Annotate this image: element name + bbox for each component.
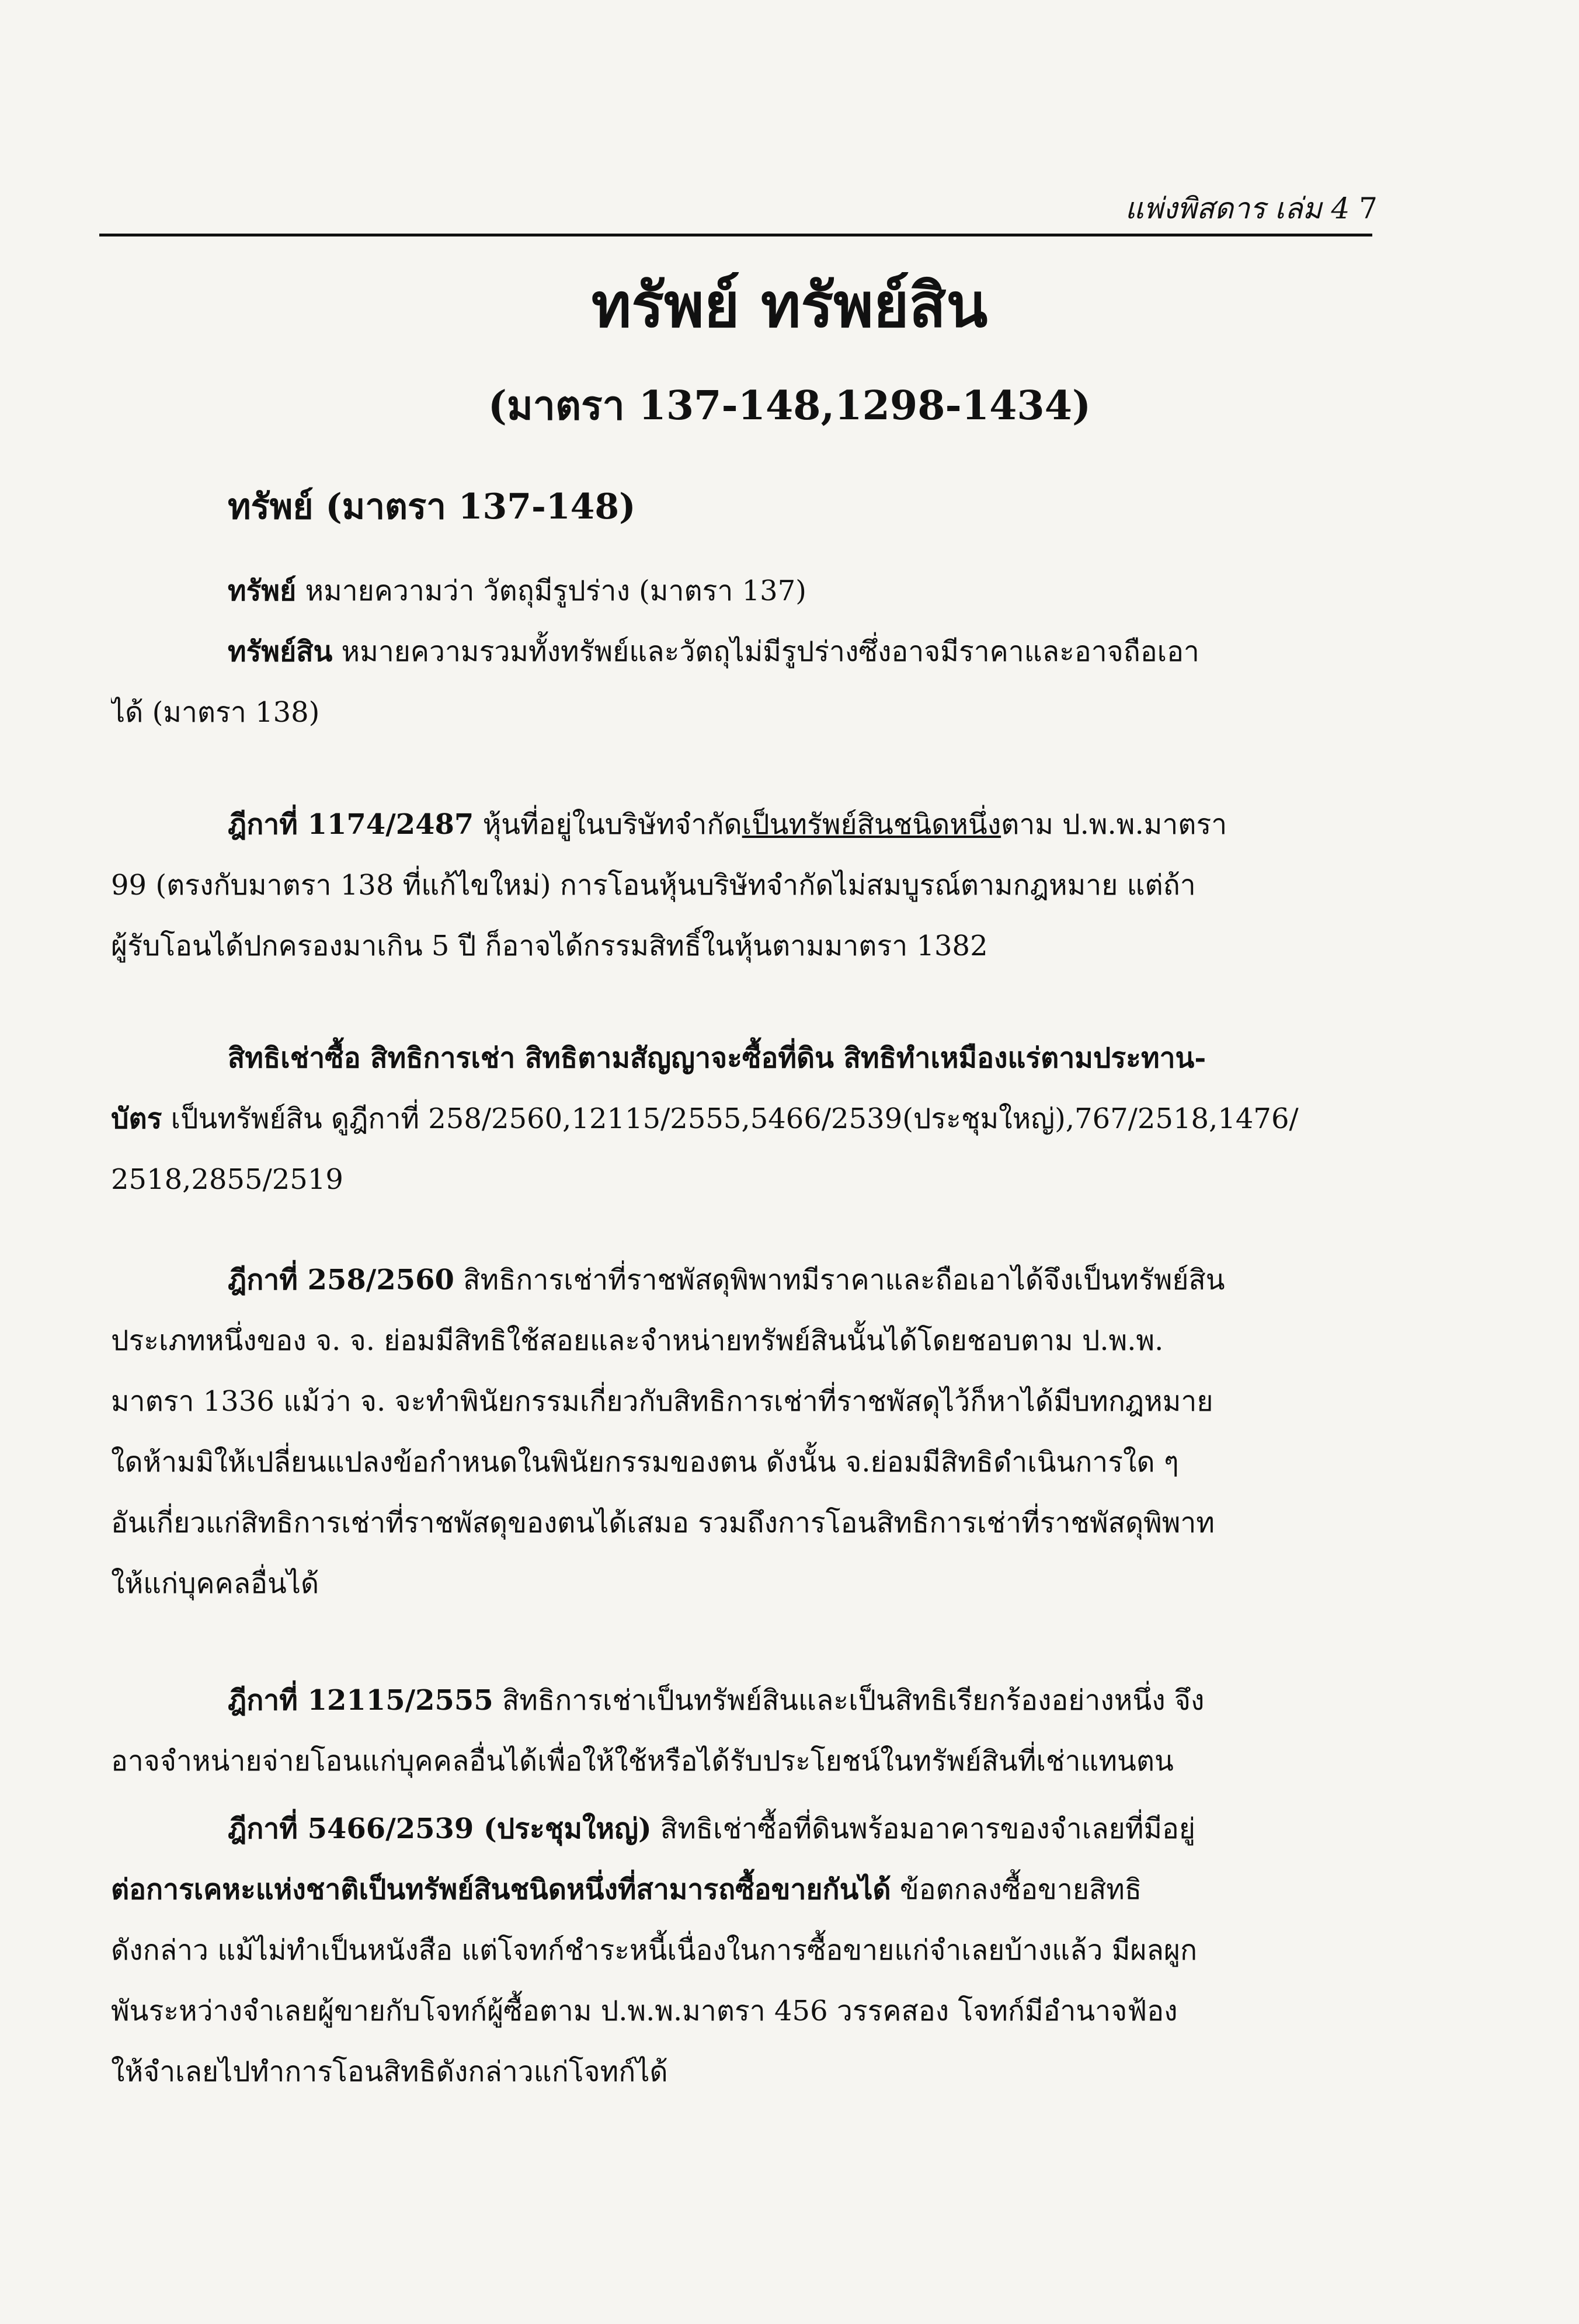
case-12115-block	[111, 1670, 1372, 1791]
case-text: ข้อตกลงซื้อขายสิทธิ	[891, 1873, 1142, 1906]
rights-block	[111, 1028, 1372, 1210]
case-text: ตาม ป.พ.พ.มาตรา	[1001, 808, 1227, 841]
rights-heading: สิทธิเช่าซื้อ สิทธิการเช่า สิทธิตามสัญญาจะซื้อที่ดิน สิทธิทำเหมืองแร่ตามประทาน-	[228, 1042, 1206, 1074]
case-line: ให้แก่บุคคลอื่นได้	[111, 1567, 319, 1600]
case-bold-text: ต่อการเคหะแห่งชาติเป็นทรัพย์สินชนิดหนึ่งที่สามารถซื้อขายกันได้	[111, 1873, 891, 1906]
case-line: ดังกล่าว แม้ไม่ทำเป็นหนังสือ แต่โจทก์ชำระหนี้เนื่องในการซื้อขายแก่จำเลยบ้างแล้ว มีผลผูก	[111, 1934, 1198, 1967]
header-rule	[99, 234, 1372, 236]
definition-text: หมายความว่า วัตถุมีรูปร่าง (มาตรา 137)	[296, 575, 806, 607]
case-line: อาจจำหน่ายจ่ายโอนแก่บุคคลอื่นได้เพื่อให้ใช้หรือได้รับประโยชน์ในทรัพย์สินที่เช่าแทนตน	[111, 1745, 1174, 1777]
case-line: มาตรา 1336 แม้ว่า จ. จะทำพินัยกรรมเกี่ยวกับสิทธิการเช่าที่ราชพัสดุไว้ก็หาได้มีบทกฎหมาย	[111, 1385, 1213, 1418]
case-line	[111, 1798, 1372, 1859]
definition-property	[111, 561, 1372, 621]
case-line	[111, 1859, 1372, 1920]
case-line: อันเกี่ยวแก่สิทธิการเช่าที่ราชพัสดุของตนได้เสมอ รวมถึงการโอนสิทธิการเช่าที่ราชพัสดุพิพาท	[111, 1507, 1215, 1539]
case-label: ฎีกาที่ 12115/2555	[228, 1684, 493, 1717]
definition-text: หมายความรวมทั้งทรัพย์และวัตถุไม่มีรูปร่างซึ่งอาจมีราคาและอาจถือเอา	[332, 635, 1199, 668]
case-line: 99 (ตรงกับมาตรา 138 ที่แก้ไขใหม่) การโอนหุ้นบริษัทจำกัดไม่สมบูรณ์ตามกฎหมาย แต่ถ้า	[111, 869, 1196, 902]
case-line: ใดห้ามมิให้เปลี่ยนแปลงข้อกำหนดในพินัยกรรมของตน ดังนั้น จ.ย่อมมีสิทธิดำเนินการใด ๆ	[111, 1446, 1179, 1478]
case-text: สิทธิการเช่าที่ราชพัสดุพิพาทมีราคาและถือเอาได้จึงเป็นทรัพย์สิน	[454, 1264, 1225, 1296]
case-text: สิทธิการเช่าเป็นทรัพย์สินและเป็นสิทธิเรียกร้องอย่างหนึ่ง จึง	[493, 1684, 1205, 1717]
definitions-block	[111, 561, 1372, 743]
running-header	[1125, 186, 1378, 232]
case-label: ฎีกาที่ 1174/2487	[228, 808, 474, 841]
case-text: สิทธิเช่าซื้อที่ดินพร้อมอาคารของจำเลยที่มีอยู่	[651, 1812, 1195, 1845]
case-5466-block	[111, 1798, 1372, 2102]
page-title: ทรัพย์ ทรัพย์สิน	[591, 269, 988, 341]
rights-line	[111, 1028, 1372, 1088]
case-258-block	[111, 1250, 1372, 1614]
section-heading: ทรัพย์ (มาตรา 137-148)	[228, 486, 636, 527]
case-1174-block	[111, 794, 1372, 976]
definition-asset-cont: ได้ (มาตรา 138)	[111, 696, 320, 729]
case-line: พันระหว่างจำเลยผู้ขายกับโจทก์ผู้ซื้อตาม ป.พ.พ.มาตรา 456 วรรคสอง โจทก์มีอำนาจฟ้อง	[111, 1995, 1178, 2027]
case-label: ฎีกาที่ 5466/2539 (ประชุมใหญ่)	[228, 1812, 652, 1845]
case-line: ผู้รับโอนได้ปกครองมาเกิน 5 ปี ก็อาจได้กรรมสิทธิ์ในหุ้นตามมาตรา 1382	[111, 930, 988, 962]
case-line	[111, 1670, 1372, 1731]
underlined-text: เป็นทรัพย์สินชนิดหนึ่ง	[742, 808, 1001, 841]
case-line	[111, 1250, 1372, 1310]
case-line: ประเภทหนึ่งของ จ. จ. ย่อมมีสิทธิใช้สอยและจำหน่ายทรัพย์สินนั้นได้โดยชอบตาม ป.พ.พ.	[111, 1324, 1164, 1357]
case-text: หุ้นที่อยู่ในบริษัทจำกัด	[474, 808, 742, 841]
case-label: ฎีกาที่ 258/2560	[228, 1264, 454, 1296]
rights-line	[111, 1088, 1372, 1149]
definition-term: ทรัพย์สิน	[228, 635, 333, 668]
rights-text: เป็นทรัพย์สิน ดูฎีกาที่ 258/2560,12115/2555,5466/2539(ประชุมใหญ่),767/2518,1476/	[162, 1102, 1299, 1135]
page-subtitle: (มาตรา 137-148,1298-1434)	[488, 382, 1091, 429]
running-title: แพ่งพิสดาร เล่ม 4	[1125, 192, 1350, 225]
page-number: 7	[1359, 192, 1378, 225]
rights-heading-cont: บัตร	[111, 1102, 162, 1135]
definition-term: ทรัพย์	[228, 575, 297, 607]
case-line: ให้จำเลยไปทำการโอนสิทธิดังกล่าวแก่โจทก์ได้	[111, 2055, 668, 2088]
rights-line: 2518,2855/2519	[111, 1163, 343, 1196]
case-line	[111, 794, 1372, 855]
definition-asset	[111, 621, 1372, 682]
